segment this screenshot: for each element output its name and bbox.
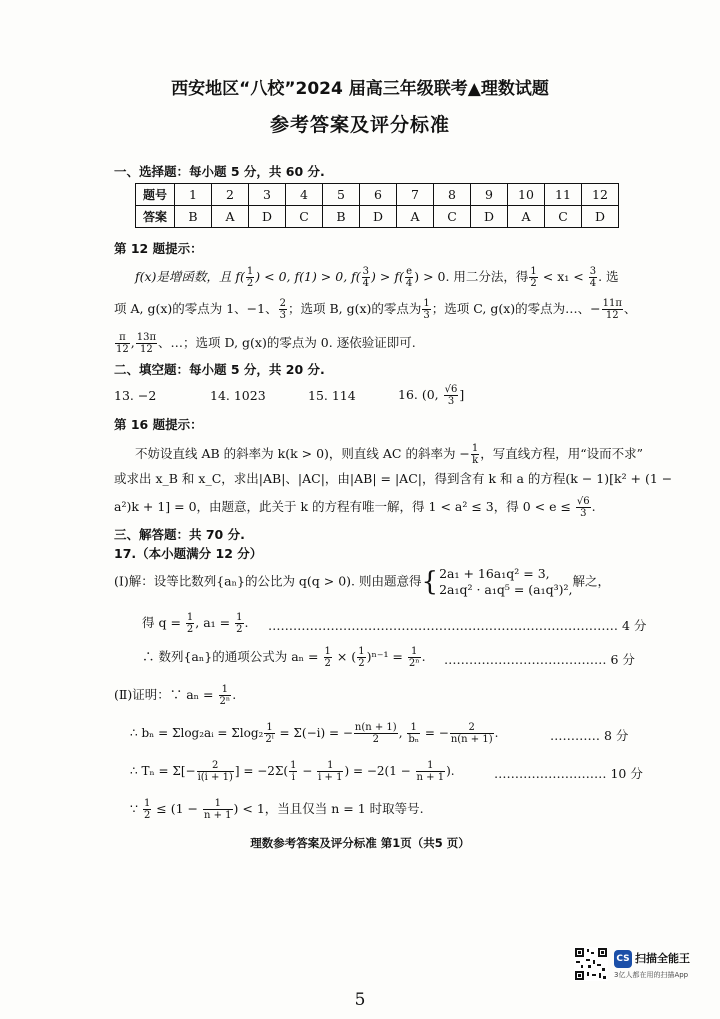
brace-symbol: { — [421, 567, 439, 597]
hint16-line2: 或求出 x_B 和 x_C，求出|AB|、|AC|，由|AB| = |AC|，得到含有 k 和 a 的方程(k − 1)[k² + (1 − — [114, 471, 673, 486]
numerator: 1 — [186, 612, 194, 623]
denominator: 2ⁿ — [219, 696, 231, 707]
text-segment: ) > 0. 用二分法，得 — [414, 269, 529, 284]
text-segment: ；选项 C, g(x)的零点为…、− — [431, 301, 601, 316]
fraction — [115, 332, 130, 355]
fraction — [408, 646, 421, 669]
fraction — [219, 684, 232, 707]
numerator: √6 — [576, 496, 590, 507]
fraction — [186, 612, 194, 635]
denominator: 2ⁿ — [408, 658, 420, 669]
text-segment: )ⁿ⁻¹ = — [366, 649, 407, 664]
fraction — [324, 646, 332, 669]
text-segment: ) > f( — [371, 269, 404, 284]
question-number-cell: 1 — [175, 184, 212, 206]
text-segment: f(x)是增函数，且 f( — [135, 269, 245, 284]
section3-heading: 三、解答题：共 70 分. — [114, 527, 245, 542]
text-segment: ∴ 数列{aₙ}的通项公式为 aₙ = — [142, 649, 323, 664]
numerator: 1 — [530, 266, 537, 277]
question-number-cell: 2 — [212, 184, 249, 206]
equation-system — [439, 566, 572, 598]
text-segment: ；选项 B, g(x)的零点为 — [287, 301, 422, 316]
numerator: 1 — [416, 760, 446, 772]
text-segment: ∴ Tₙ = Σ[− — [130, 764, 196, 778]
numerator: π — [115, 332, 130, 344]
numerator: 1 — [219, 684, 232, 696]
answer-cell: C — [286, 206, 323, 228]
fraction — [197, 760, 234, 783]
denominator: 2 — [324, 658, 331, 669]
answer-16 — [398, 384, 464, 407]
text-segment: a²)k + 1] = 0，由题意，此关于 k 的方程有唯一解，得 1 < a² ≤ 3，得 0 < e ≤ — [114, 499, 575, 514]
document-title: 西安地区“八校”2024 届高三年级联考▲理数试题 — [171, 79, 549, 99]
hint16-line1 — [135, 443, 643, 466]
answer-cell: D — [471, 206, 508, 228]
numerator: 1 — [471, 443, 479, 454]
text-segment: . — [421, 649, 426, 664]
document-subtitle: 参考答案及评分标准 — [269, 114, 450, 136]
text-segment: , — [398, 726, 407, 740]
denominator: 2 — [358, 658, 365, 669]
text-segment: (Ⅱ)证明：∵ aₙ = — [114, 687, 218, 702]
fraction — [471, 443, 479, 466]
score-8: ………… 8 分 — [550, 728, 629, 743]
question-number-cell: 3 — [249, 184, 286, 206]
equation: 2a₁q² · a₁q⁵ = (a₁q³)², — [439, 582, 573, 597]
text-segment: ] = −2Σ( — [234, 764, 289, 778]
question-number-cell: 10 — [508, 184, 545, 206]
text-segment: . — [232, 687, 237, 702]
question-number-cell: 12 — [582, 184, 619, 206]
fraction — [416, 760, 446, 783]
text-segment: × ( — [332, 649, 357, 664]
solution-part1 — [114, 566, 610, 598]
denominator: 12 — [116, 344, 129, 355]
fraction — [354, 722, 398, 745]
fraction — [264, 722, 274, 745]
scanner-app-name: 扫描全能王 — [635, 952, 690, 965]
numerator: 1 — [236, 612, 243, 623]
text-segment: ) < 1，当且仅当 n = 1 时取等号. — [233, 801, 424, 816]
text-segment: = − — [421, 726, 449, 740]
proof-part2 — [114, 684, 236, 707]
text-segment: ) < 0, f(1) > 0, f( — [255, 269, 361, 284]
text-segment: 解之， — [572, 573, 611, 589]
numerator: 1 — [203, 798, 233, 810]
fraction — [362, 266, 370, 289]
numerator: 11π — [602, 298, 622, 309]
scanner-app-tagline: 3亿人都在用的扫描App — [614, 971, 689, 979]
score-10: ……………………… 10 分 — [494, 766, 643, 781]
question-number-cell: 4 — [286, 184, 323, 206]
text-segment: ) = −2(1 − — [344, 764, 415, 778]
text-segment: , a₁ = — [195, 615, 235, 630]
numerator: 1 — [143, 798, 151, 809]
denominator: n + 1 — [203, 810, 232, 821]
numerator: 2 — [197, 760, 234, 772]
table-row — [136, 206, 619, 228]
fraction — [589, 266, 597, 289]
numerator: 1 — [324, 646, 331, 657]
qr-code-icon — [574, 947, 608, 981]
numerator: e — [406, 266, 412, 277]
camscanner-logo: CS — [614, 950, 632, 968]
numerator: 3 — [589, 266, 597, 277]
numerator: 2 — [450, 722, 494, 734]
table-row — [136, 184, 619, 206]
question-number-cell: 5 — [323, 184, 360, 206]
proof-tn — [130, 760, 455, 783]
denominator: 4 — [589, 278, 597, 289]
score-6: ………………………………… 6 分 — [444, 652, 635, 667]
solution-general-term — [142, 646, 426, 669]
text-segment: = Σ(−i) = − — [275, 726, 353, 740]
fraction — [289, 760, 297, 783]
fraction — [422, 298, 430, 321]
denominator: bₙ — [408, 734, 420, 745]
fraction — [529, 266, 537, 289]
text-segment: ，写直线方程，用“设而不求” — [480, 446, 644, 461]
text-segment: 项 A, g(x)的零点为 1、−1、 — [114, 301, 278, 316]
answer-cell: A — [397, 206, 434, 228]
fraction — [143, 798, 151, 821]
text-segment: . — [494, 726, 499, 740]
denominator: k — [472, 455, 479, 466]
text-segment: < x₁ < — [538, 269, 588, 284]
denominator: 2 — [530, 278, 537, 289]
denominator: 2 — [143, 810, 151, 821]
score-4: ………………………………………………………………………… 4 分 — [268, 618, 647, 633]
hint12-heading: 第 12 题提示： — [114, 241, 203, 256]
text-segment: . — [244, 615, 249, 630]
question-number-cell: 7 — [397, 184, 434, 206]
denominator: 2 — [372, 734, 379, 745]
numerator: 1 — [407, 722, 420, 734]
fraction — [357, 646, 365, 669]
hint16-line3 — [114, 496, 596, 519]
numerator: 1 — [246, 266, 254, 277]
numerator: 3 — [362, 266, 370, 277]
fraction — [317, 760, 343, 783]
numerator: n(n + 1) — [354, 722, 397, 733]
text-segment: 不妨设直线 AB 的斜率为 k(k > 0)，则直线 AC 的斜率为 − — [135, 446, 470, 461]
numerator: 13π — [136, 332, 157, 343]
denominator: 3 — [279, 310, 286, 321]
numerator: √6 — [444, 384, 458, 395]
answer-cell: B — [323, 206, 360, 228]
denominator: 3 — [447, 396, 455, 407]
denominator: n + 1 — [416, 772, 445, 783]
text-segment: ≤ (1 − — [152, 801, 202, 816]
denominator: i — [291, 772, 295, 783]
text-segment: . — [591, 499, 596, 514]
text-segment: ] — [459, 387, 465, 402]
answer-cell: A — [212, 206, 249, 228]
denominator: 3 — [423, 310, 430, 321]
text-segment: 16. (0, — [398, 387, 443, 402]
fraction — [576, 496, 591, 519]
numerator: 1 — [358, 646, 365, 657]
denominator: 2 — [236, 624, 243, 635]
fraction — [450, 722, 494, 745]
numerator: 2 — [279, 298, 286, 309]
hint12-line1 — [135, 266, 619, 289]
answer-13: 13. −2 — [114, 388, 157, 403]
numerator: 1 — [266, 722, 273, 733]
denominator: 2 — [186, 624, 194, 635]
row-label-number: 题号 — [136, 184, 175, 206]
answer-cell: D — [249, 206, 286, 228]
hint12-line2 — [114, 298, 636, 321]
fraction — [279, 298, 287, 321]
text-segment: ). — [446, 764, 455, 778]
fraction — [246, 266, 254, 289]
text-segment: ∴ bₙ = Σlog₂aᵢ = Σlog₂ — [130, 726, 264, 740]
section1-heading: 一、选择题：每小题 5 分，共 60 分. — [114, 164, 325, 179]
proof-inequality — [130, 798, 424, 821]
answer-14: 14. 1023 — [210, 388, 266, 403]
hint12-line3: $\frac{\pi}{12}$ , $\frac{13\pi}{12}$ 、…；选项 D, g(x)的零点为 0. 逐依验证即可. — [116, 332, 416, 355]
answer-15: 15. 114 — [308, 388, 356, 403]
text-segment: . 选 — [598, 269, 619, 284]
numerator: 1 — [290, 760, 297, 771]
denominator: 4 — [362, 278, 370, 289]
text-segment: ∵ — [130, 801, 142, 816]
denominator: i + 1 — [318, 772, 343, 783]
denominator: 12 — [140, 344, 153, 355]
denominator: 4 — [405, 278, 413, 289]
numerator: 1 — [408, 646, 421, 658]
denominator: 2ⁱ — [265, 734, 274, 745]
fraction — [407, 722, 420, 745]
denominator: 2 — [246, 278, 254, 289]
page-number: 5 — [354, 990, 366, 1010]
answer-cell: A — [508, 206, 545, 228]
answer-cell: B — [175, 206, 212, 228]
question-number-cell: 9 — [471, 184, 508, 206]
fraction — [444, 384, 459, 407]
answer-cell: C — [545, 206, 582, 228]
numerator: 1 — [317, 760, 343, 772]
question-number-cell: 6 — [360, 184, 397, 206]
question-number-cell: 8 — [434, 184, 471, 206]
text-segment: − — [298, 764, 317, 778]
text-segment: 、…；选项 D, g(x)的零点为 0. 逐依验证即可. — [158, 335, 416, 350]
row-label-answer: 答案 — [136, 206, 175, 228]
denominator: 3 — [580, 508, 587, 519]
question-17-heading: 17.（本小题满分 12 分） — [114, 546, 263, 561]
fraction — [405, 266, 413, 289]
section2-heading: 二、填空题：每小题 5 分，共 20 分. — [114, 362, 325, 377]
proof-bn — [130, 722, 498, 745]
text-segment: 、 — [623, 301, 637, 316]
denominator: i(i + 1) — [197, 772, 233, 783]
denominator: n(n + 1) — [450, 734, 493, 745]
denominator: 12 — [605, 310, 619, 321]
fraction — [136, 332, 157, 355]
fraction — [235, 612, 243, 635]
fraction — [602, 298, 623, 321]
equation: 2a₁ + 16a₁q² = 3, — [439, 566, 550, 581]
answer-cell: C — [434, 206, 471, 228]
text-segment: (Ⅰ)解：设等比数列{aₙ}的公比为 q(q > 0). 则由题意得 — [114, 573, 422, 589]
fraction — [203, 798, 233, 821]
numerator: 1 — [423, 298, 430, 309]
question-number-cell: 11 — [545, 184, 582, 206]
answer-table — [135, 183, 619, 228]
hint16-heading: 第 16 题提示： — [114, 417, 203, 432]
answer-cell: D — [360, 206, 397, 228]
solution-q-a1 — [142, 612, 248, 635]
page-footer: 理数参考答案及评分标准 第1页（共5 页） — [250, 836, 470, 850]
answer-cell: D — [582, 206, 619, 228]
text-segment: 得 q = — [142, 615, 185, 630]
